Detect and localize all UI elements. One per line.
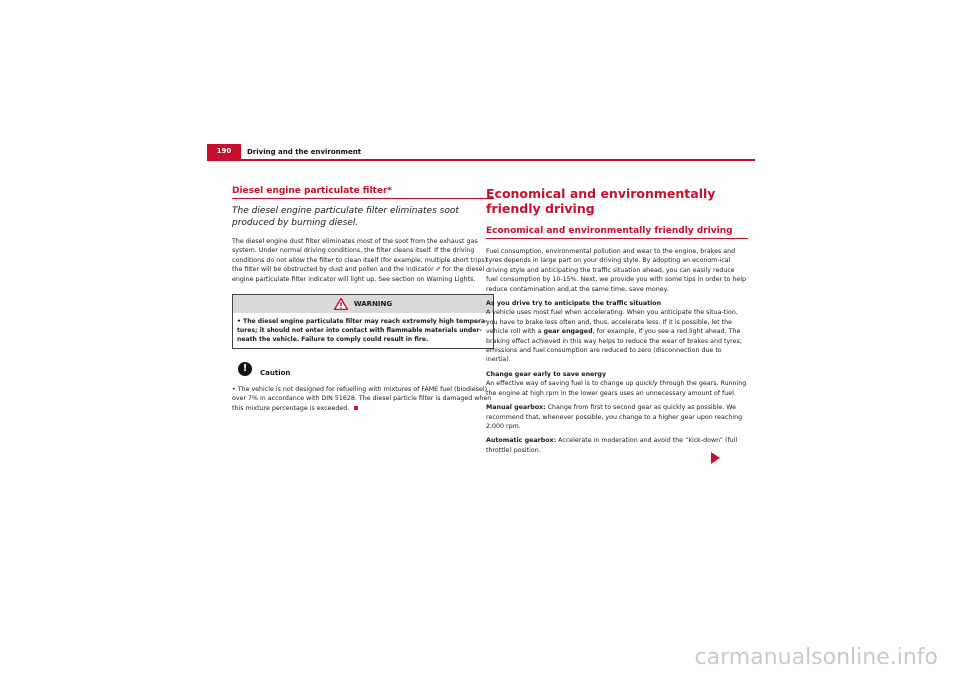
continue-arrow-icon (711, 452, 720, 464)
anticipate-paragraph (486, 299, 748, 365)
warning-text: The diesel engine particulate filter may reach extremely high tempera-tures; it should not enter into contact with flammable materials under-neath the vehicle. Failure to comply could result in fire. (237, 318, 488, 344)
anticipate-heading: As you drive try to anticipate the traffic situation (486, 300, 662, 308)
right-column (486, 186, 748, 460)
section-subtitle: The diesel engine particulate filter eliminates soot produced by burning diesel. (232, 206, 459, 228)
caution-paragraph (232, 385, 494, 413)
warning-header (233, 295, 493, 313)
automatic-gearbox-text: Accelerate in moderation and avoid the “kick-down” (full throttle) position. (486, 437, 738, 454)
intro-paragraph (232, 237, 494, 284)
change-gear-italic: quickly (635, 380, 658, 388)
sub-heading: Economical and environmentally friendly driving (486, 226, 748, 239)
manual-gearbox-text: Change from first to second gear as quickly as possible. We recommend that, whenever possible, you change to a higher gear upon reaching 2,000 rpm. (486, 404, 743, 430)
change-gear-paragraph (486, 370, 748, 398)
manual-gearbox-label: Manual gearbox: (486, 404, 546, 412)
change-gear-heading: Change gear early to save energy (486, 370, 607, 378)
warning-body (233, 313, 493, 348)
change-gear-text-1: An effective way of saving fuel is to change up (486, 380, 634, 388)
caution-header (238, 361, 494, 377)
bullet: • (237, 318, 241, 326)
caution-text: The vehicle is not designed for refuelling with mixtures of FAME fuel (biodiesel) over 7% in accordance with DIN 51628. The diesel particle filter is damaged when this mixture percentage is exceeded. (232, 386, 492, 412)
intro-paragraph: Fuel consumption, environmental pollution and wear to the engine, brakes and tyres depends in large part on your driving style. By adopting an econom-ical driving style and anticipating the traffic situation ahead, you can easily reduce fuel consumption by 10-15%. Next, we provide you with some tips in order to help reduce contamination and,at the same time, save money. (486, 248, 747, 293)
automatic-gearbox-label: Automatic gearbox: (486, 437, 557, 445)
manual-gearbox-paragraph (486, 403, 748, 431)
caution-icon: ! (238, 362, 252, 376)
main-heading: Economical and environmentally friendly driving (486, 186, 716, 216)
warning-title: WARNING (353, 300, 393, 309)
anticipate-text-1: A vehicle uses most fuel when accelerating. When you anticipate the situa-tion, you have to brake less often and, thus, accelerate less. If it is possible, let the vehicle roll with a (486, 309, 738, 336)
page-number: 190 (207, 144, 241, 159)
automatic-gearbox-paragraph (486, 436, 748, 455)
bullet: • (232, 386, 236, 394)
change-gear-text-2: through the gears. Running the engine at high rpm in the lower gears uses an unnecessary amount of fuel. (486, 380, 747, 397)
anticipate-bold: gear engaged (543, 328, 593, 336)
caution-title: Caution (260, 369, 291, 378)
warning-box (232, 294, 494, 349)
running-title: Driving and the environment (247, 148, 362, 156)
watermark: carmanualsonline.info (694, 645, 938, 670)
anticipate-text-2: , for example, if you see a red light ahead. The braking effect achieved in this way helps to reduce the wear of brakes and tyres; emissions and fuel consumption are reduced to zero (disconnection due to inertia). (486, 328, 742, 364)
section-heading: Diesel engine particulate filter* (232, 186, 494, 199)
filter-indicator-icon: ✐ (435, 266, 441, 274)
intro-text-2: for the diesel engine particulate filter indicator will light up. See section on Warning Lights. (232, 266, 485, 283)
left-column (232, 186, 494, 418)
warning-triangle-icon (334, 298, 348, 310)
intro-text-1: The diesel engine dust filter eliminates most of the soot from the exhaust gas system. Under normal driving conditions, the filter cleans itself. If the driving conditions do not allow the filter to clean itself (for example, multiple short trips) the filter will be obstructed by dust and pollen and the indicator (232, 238, 488, 274)
section-end-marker (354, 406, 358, 410)
